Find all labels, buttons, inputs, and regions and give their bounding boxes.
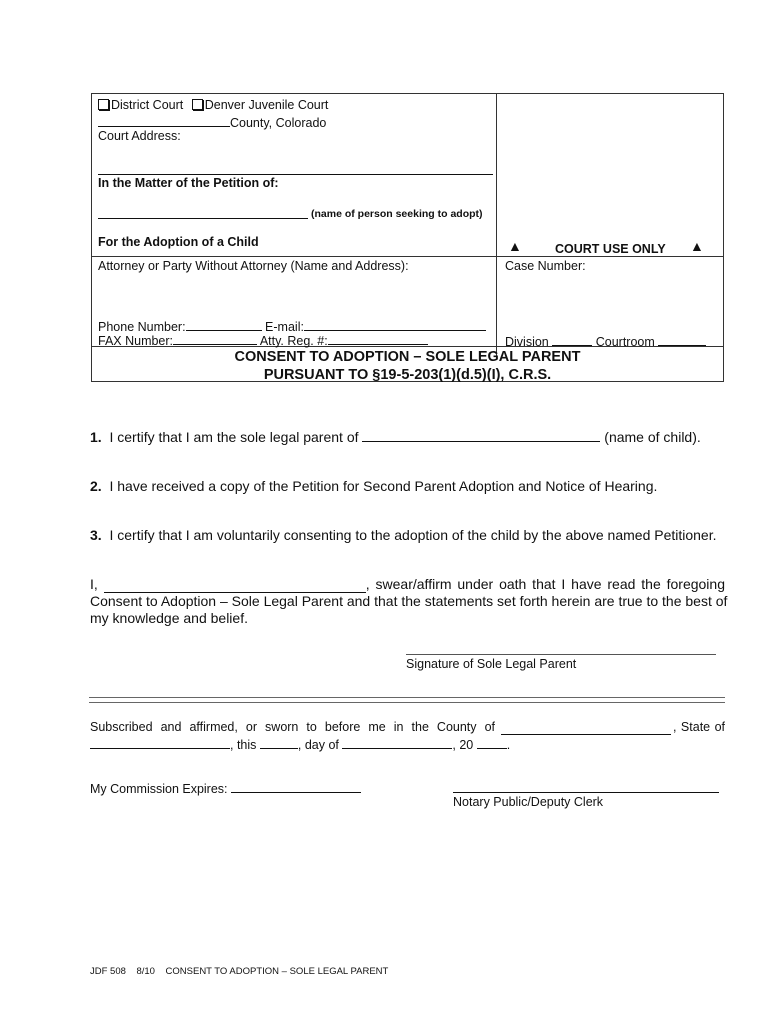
form-title-line1: CONSENT TO ADOPTION – SOLE LEGAL PARENT bbox=[234, 349, 581, 365]
section-divider bbox=[89, 697, 725, 703]
case-number-label: Case Number: bbox=[505, 259, 586, 273]
commission-label: My Commission Expires: bbox=[90, 782, 228, 796]
oath-name-field[interactable] bbox=[104, 580, 366, 593]
court-address-field[interactable] bbox=[98, 174, 493, 175]
footer-title: CONSENT TO ADOPTION – SOLE LEGAL PARENT bbox=[165, 966, 389, 977]
district-court-label: District Court bbox=[111, 98, 184, 112]
court-address-label: Court Address: bbox=[98, 129, 181, 143]
email-field[interactable] bbox=[304, 318, 486, 331]
form-title-line2: PURSUANT TO §19-5-203(1)(d.5)(I), C.R.S. bbox=[263, 367, 552, 383]
notary-label: Notary Public/Deputy Clerk bbox=[453, 795, 604, 809]
notary-line-2: , this , day of , 20 . bbox=[90, 736, 510, 753]
triangle-up-icon-left: ▲ bbox=[508, 238, 522, 254]
division-courtroom-line bbox=[505, 333, 706, 350]
item-3-number: 3. bbox=[90, 527, 102, 543]
county-suffix: County, Colorado bbox=[230, 116, 327, 130]
caption-divider bbox=[496, 93, 497, 356]
name-seeking-note: (name of person seeking to adopt) bbox=[311, 208, 483, 220]
attorney-label: Attorney or Party Without Attorney (Name and Address): bbox=[98, 259, 409, 273]
day-field[interactable] bbox=[260, 736, 298, 749]
notary-line-1 bbox=[90, 720, 725, 735]
oath-line-3: my knowledge and belief. bbox=[90, 610, 248, 626]
item-3-text: I certify that I am voluntarily consenting to the adoption of the child by the above named Petitioner. bbox=[109, 527, 717, 543]
fax-line bbox=[98, 332, 428, 349]
denver-juvenile-checkbox[interactable] bbox=[192, 99, 203, 110]
footer-form-id: JDF 508 bbox=[90, 966, 126, 977]
year-field[interactable] bbox=[477, 736, 507, 749]
fax-label: FAX Number: bbox=[98, 334, 174, 348]
item-1-suffix: (name of child). bbox=[604, 429, 701, 445]
month-field[interactable] bbox=[342, 736, 452, 749]
item-3 bbox=[90, 527, 717, 544]
item-1-number: 1. bbox=[90, 429, 102, 445]
notary-state-field[interactable] bbox=[90, 736, 230, 749]
county-field[interactable] bbox=[98, 114, 230, 127]
footer bbox=[90, 966, 388, 977]
email-label: E-mail: bbox=[265, 320, 304, 334]
signature-label: Signature of Sole Legal Parent bbox=[406, 657, 577, 671]
atty-reg-label: Atty. Reg. #: bbox=[259, 334, 328, 348]
court-selection bbox=[98, 98, 328, 113]
division-label: Division bbox=[505, 335, 549, 349]
oath-line1-rest: , swear/affirm under oath that I have read the foregoing bbox=[365, 576, 725, 592]
petitioner-name-field[interactable] bbox=[98, 207, 308, 219]
child-name-field[interactable] bbox=[362, 429, 600, 442]
atty-reg-field[interactable] bbox=[328, 332, 428, 345]
adoption-label: For the Adoption of a Child bbox=[98, 235, 259, 249]
division-field[interactable] bbox=[552, 333, 592, 346]
district-court-checkbox[interactable] bbox=[98, 99, 109, 110]
year-prefix: , 20 bbox=[452, 738, 474, 752]
footer-revision: 8/10 bbox=[136, 966, 155, 977]
denver-juvenile-label: Denver Juvenile Court bbox=[204, 98, 329, 112]
phone-label: Phone Number: bbox=[98, 320, 186, 334]
this-label: , this bbox=[230, 738, 257, 752]
state-of-label: , State of bbox=[673, 720, 725, 734]
matter-label: In the Matter of the Petition of: bbox=[98, 176, 279, 190]
commission-field[interactable] bbox=[231, 780, 361, 793]
item-1-text: I certify that I am the sole legal parent of bbox=[109, 429, 359, 445]
signature-line[interactable] bbox=[406, 654, 716, 655]
oath-prefix: I, bbox=[90, 576, 98, 592]
courtroom-field[interactable] bbox=[658, 333, 706, 346]
phone-field[interactable] bbox=[186, 318, 262, 331]
notary-county-field[interactable] bbox=[501, 722, 671, 735]
item-2-text: I have received a copy of the Petition for Second Parent Adoption and Notice of Hearing. bbox=[109, 478, 658, 494]
fax-field[interactable] bbox=[173, 332, 257, 345]
commission-line bbox=[90, 780, 361, 797]
court-use-only: COURT USE ONLY bbox=[555, 242, 666, 256]
item-1 bbox=[90, 429, 701, 446]
triangle-up-icon-right: ▲ bbox=[690, 238, 704, 254]
day-of-label: , day of bbox=[297, 738, 339, 752]
oath-line-1 bbox=[90, 576, 725, 593]
notary-signature-line[interactable] bbox=[453, 792, 719, 793]
item-2-number: 2. bbox=[90, 478, 102, 494]
courtroom-label: Courtroom bbox=[595, 335, 655, 349]
item-2 bbox=[90, 478, 657, 495]
subscribed-text: Subscribed and affirmed, or sworn to before me in the County of bbox=[90, 720, 495, 734]
oath-line-2: Consent to Adoption – Sole Legal Parent and that the statements set forth herein are true to the best of bbox=[90, 593, 728, 609]
